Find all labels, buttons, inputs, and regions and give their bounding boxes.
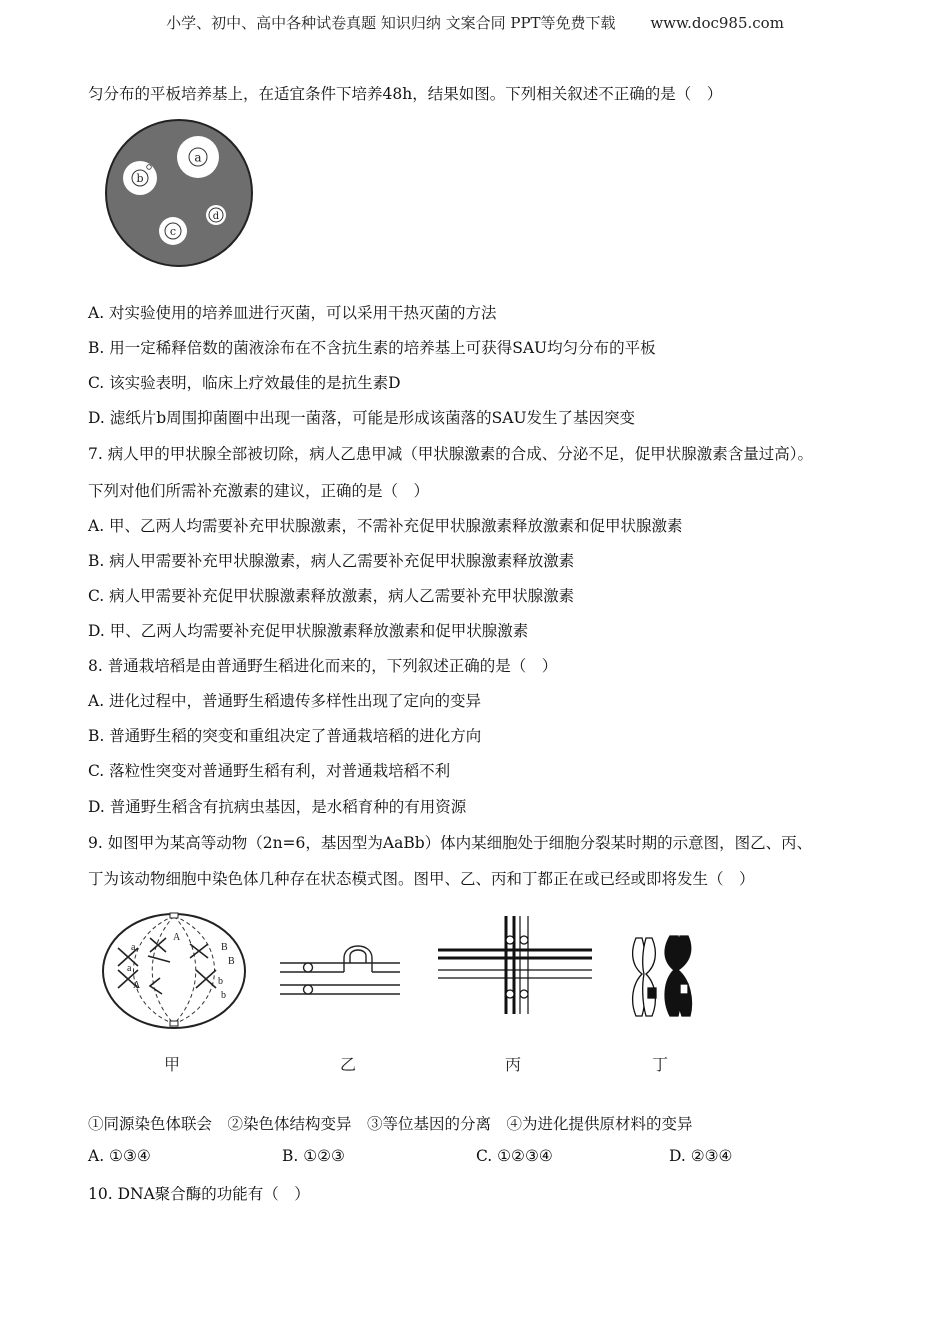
q6-option-b: B. 用一定稀释倍数的菌液涂布在不含抗生素的培养基上可获得SAU均匀分布的平板 [88,339,656,357]
gene-label: B [221,942,228,953]
header-url[interactable]: www.doc985.com [650,14,784,32]
centromere [520,936,528,944]
q8-option-c: C. 落粒性突变对普通野生稻有利，对普通栽培稻不利 [88,762,451,780]
gene-label: b [218,976,223,987]
q9-choice-d: D. ②③④ [669,1147,733,1165]
exchanged-segment [648,988,656,998]
centromere [304,963,313,972]
centromere [520,990,528,998]
chromosome [190,944,208,958]
q6-option-d: D. 滤纸片b周围抑菌圈中出现一菌落，可能是形成该菌落的SAU发生了基因突变 [88,409,636,427]
q7-stem-line1: 7. 病人甲的甲状腺全部被切除，病人乙患甲减（甲状腺激素的合成、分泌不足，促甲状腺激素含量过高）。 [88,445,813,463]
exchanged-segment [680,984,688,994]
plate-label-c: c [169,225,177,238]
gene-label: a [127,963,132,974]
chromosome-loop-figure [278,938,403,1000]
q9-choice-b: B. ①②③ [282,1147,345,1165]
chromosome-pair-figure [628,932,698,1020]
petri-dish [106,120,252,266]
header-text: 小学、初中、高中各种试卷真题 知识归纳 文案合同 PPT等免费下载 [166,14,616,32]
cell-division-figure [100,908,250,1033]
gene-label: a [131,942,136,953]
q9-choice-c: C. ①②③④ [476,1147,553,1165]
chromosome [196,970,216,988]
centriole [170,913,178,918]
q9-choice-a: A. ①③④ [88,1147,151,1165]
fig-label-yi: 乙 [340,1055,357,1074]
centromere [304,985,313,994]
centriole [170,1021,178,1026]
q7-option-a: A. 甲、乙两人均需要补充甲状腺激素，不需补充促甲状腺激素释放激素和促甲状腺激素 [88,517,683,535]
centromere [506,990,514,998]
q6-option-a: A. 对实验使用的培养皿进行灭菌，可以采用干热灭菌的方法 [88,304,497,322]
q8-option-a: A. 进化过程中，普通野生稻遗传多样性出现了定向的变异 [88,692,482,710]
spindle-fiber [134,916,175,1024]
plate-label-b: b [136,172,144,185]
q7-stem-line2: 下列对他们所需补充激素的建议，正确的是（ ） [88,482,430,500]
plate-label-a: a [194,150,202,165]
gene-label: A [133,980,141,991]
page-header [0,12,950,33]
fig-label-jia: 甲 [164,1055,181,1074]
chromatid [643,938,656,1016]
fig-label-bing: 丙 [505,1055,522,1074]
centromere [506,936,514,944]
plate-label-d: d [212,211,220,222]
q8-option-d: D. 普通野生稻含有抗病虫基因，是水稻育种的有用资源 [88,798,467,816]
q9-items: ①同源染色体联会 ②染色体结构变异 ③等位基因的分离 ④为进化提供原材料的变异 [88,1115,693,1133]
gene-label: b [221,990,226,1001]
q8-option-b: B. 普通野生稻的突变和重组决定了普通栽培稻的进化方向 [88,727,482,745]
gene-label: B [228,956,235,967]
agar-plate-figure [105,116,255,271]
q7-option-b: B. 病人甲需要补充甲状腺激素，病人乙需要补充促甲状腺激素释放激素 [88,552,575,570]
chromosome [150,978,162,994]
q9-stem-line2: 丁为该动物细胞中染色体几种存在状态模式图。图甲、乙、丙和丁都正在或已经或即将发生（ ） [88,870,755,888]
q7-option-d: D. 甲、乙两人均需要补充促甲状腺激素释放激素和促甲状腺激素 [88,622,529,640]
gene-label: A [173,932,181,943]
chromatid [676,936,692,1016]
q7-option-c: C. 病人甲需要补充促甲状腺激素释放激素，病人乙需要补充甲状腺激素 [88,587,575,605]
q6-option-c: C. 该实验表明，临床上疗效最佳的是抗生素D [88,374,401,392]
q6-intro: 匀分布的平板培养基上，在适宜条件下培养48h，结果如图。下列相关叙述不正确的是（ ） [88,85,723,103]
translocation-figure [436,914,594,1016]
spindle-fiber [152,916,174,1024]
chromosome [148,956,170,962]
fig-label-ding: 丁 [652,1055,669,1074]
q10-stem: 10. DNA聚合酶的功能有（ ） [88,1185,310,1203]
q8-stem: 8. 普通栽培稻是由普通野生稻进化而来的，下列叙述正确的是（ ） [88,657,558,675]
q9-stem-line1: 9. 如图甲为某高等动物（2n=6，基因型为AaBb）体内某细胞处于细胞分裂某时期的示意图，图乙、丙、 [88,834,813,852]
deletion-loop [350,950,366,963]
